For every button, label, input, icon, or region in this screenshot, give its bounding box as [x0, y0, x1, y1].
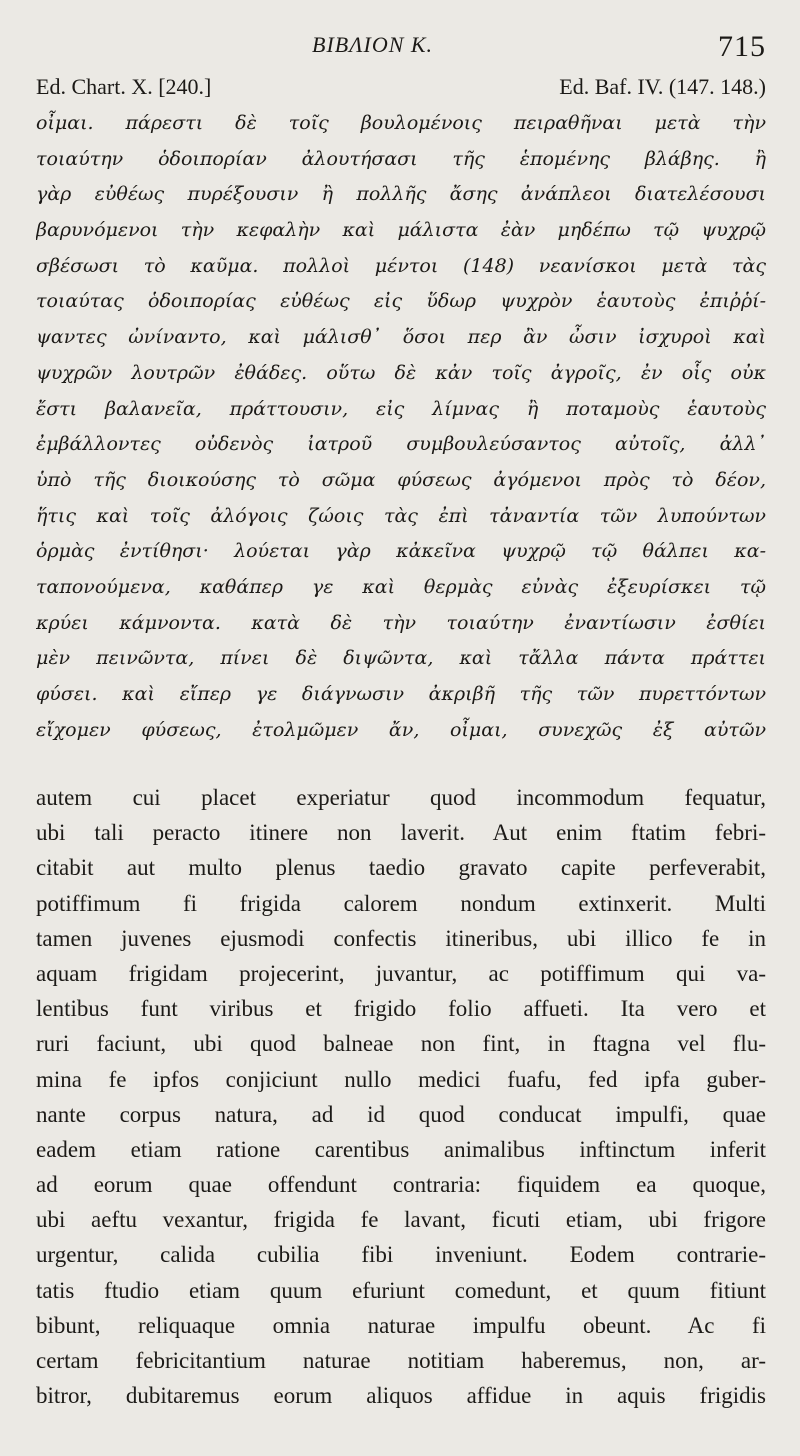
greek-text-line: ψαντες ὠνίναντο, καὶ μάλισθ᾽ ὅσοι περ ἂν ὦσιν ἰσχυροὶ καὶ [36, 326, 766, 349]
greek-text-line: ψυχρῶν λουτρῶν ἐθάδες. οὕτω δὲ κἀν τοῖς ἀγροῖς, ἐν οἷς οὐκ [36, 361, 766, 384]
latin-text-line: bitror, dubitaremus eorum aliquos affidue in aquis frigidis [36, 1383, 766, 1409]
latin-text-line: eadem etiam ratione carentibus animalibus inftinctum inferit [36, 1136, 766, 1162]
edition-basel-reference: Ed. Baf. IV. (147. 148.) [559, 74, 766, 99]
greek-text-line: ὑπὸ τῆς διοικούσης τὸ σῶμα φύσεως ἀγόμενοι πρὸς τὸ δέον, [36, 468, 766, 491]
latin-text-line: aquam frigidam projecerint, juvantur, ac potiffimum qui va- [36, 960, 766, 986]
greek-text-line: ἔστι βαλανεῖα, πράττουσιν, εἰς λίμνας ἢ ποταμοὺς ἑαυτοὺς [36, 397, 766, 420]
latin-text-line: urgentur, calida cubilia fibi inveniunt. Eodem contrarie- [36, 1242, 766, 1268]
latin-text-line: tamen juvenes ejusmodi confectis itineribus, ubi illico fe in [36, 925, 766, 951]
edition-reference-line [36, 74, 766, 104]
greek-text-line: τοιαύτας ὁδοιπορίας εὐθέως εἰς ὕδωρ ψυχρὸν ἑαυτοὺς ἐπιῤῥί- [36, 290, 766, 313]
greek-text-block [36, 106, 766, 748]
latin-text-line: ad eorum quae offendunt contraria: fiquidem ea quoque, [36, 1172, 766, 1198]
running-title: BIBΛION K. [312, 32, 434, 57]
latin-text-line: citabit aut multo plenus taedio gravato capite perfeverabit, [36, 855, 766, 881]
greek-text-line: ἐμβάλλοντες οὐδενὸς ἰατροῦ συμβουλεύσαντος αὐτοῖς, ἀλλ᾽ [36, 433, 766, 456]
latin-text-line: autem cui placet experiatur quod incommodum fequatur, [36, 785, 766, 810]
latin-text-line: bibunt, reliquaque omnia naturae impulfu obeunt. Ac fi [36, 1312, 766, 1338]
latin-text-line: mina fe ipfos conjiciunt nullo medici fuafu, fed ipfa guber- [36, 1066, 766, 1092]
greek-text-line: σβέσωσι τὸ καῦμα. πολλοὶ μέντοι (148) νεανίσκοι μετὰ τὰς [36, 254, 766, 277]
page-number: 715 [718, 30, 766, 63]
running-head [0, 28, 800, 68]
greek-text-line: γὰρ εὐθέως πυρέξουσιν ἢ πολλῆς ἄσης ἀνάπλεοι διατελέσουσι [36, 183, 766, 206]
edition-chartier-reference: Ed. Chart. X. [240.] [36, 74, 212, 99]
greek-text-line: τοιαύτην ὁδοιπορίαν ἀλουτήσασι τῆς ἑπομένης βλάβης. ἢ [36, 147, 766, 170]
latin-text-line: potiffimum fi frigida calorem nondum extinxerit. Multi [36, 890, 766, 916]
greek-text-line: ὁρμὰς ἐντίθησι· λούεται γὰρ κἀκεῖνα ψυχρῷ τῷ θάλπει κα- [36, 540, 766, 563]
greek-text-line: μὲν πεινῶντα, πίνει δὲ διψῶντα, καὶ τἄλλα πάντα πράττει [36, 647, 766, 670]
greek-text-line: βαρυνόμενοι τὴν κεφαλὴν καὶ μάλιστα ἐὰν μηδέπω τῷ ψυχρῷ [36, 219, 766, 242]
greek-text-line: οἶμαι. πάρεστι δὲ τοῖς βουλομένοις πειραθῆναι μετὰ τὴν [36, 112, 766, 134]
latin-text-line: ubi aeftu vexantur, frigida fe lavant, ficuti etiam, ubi frigore [36, 1207, 766, 1233]
greek-text-line: ταπονούμενα, καθάπερ γε καὶ θερμὰς εὐνὰς ἐξευρίσκει τῷ [36, 575, 766, 598]
greek-text-line: φύσει. καὶ εἴπερ γε διάγνωσιν ἀκριβῆ τῆς τῶν πυρεττόντων [36, 683, 766, 705]
latin-text-line: certam febricitantium naturae notitiam haberemus, non, ar- [36, 1348, 766, 1373]
latin-text-line: ruri faciunt, ubi quod balneae non fint, in ftagna vel flu- [36, 1031, 766, 1057]
latin-text-line: lentibus funt viribus et frigido folio affueti. Ita vero et [36, 996, 766, 1022]
latin-text-block [36, 780, 766, 1413]
greek-text-line: ἥτις καὶ τοῖς ἀλόγοις ζώοις τὰς ἐπὶ τἀναντία τῶν λυπούντων [36, 504, 766, 527]
latin-text-line: nante corpus natura, ad id quod conducat impulfi, quae [36, 1101, 766, 1127]
greek-text-line: εἴχομεν φύσεως, ἐτολμῶμεν ἄν, οἶμαι, συνεχῶς ἐξ αὐτῶν [36, 718, 766, 741]
latin-text-line: tatis ftudio etiam quum efuriunt comedunt, et quum fitiunt [36, 1277, 766, 1303]
greek-text-line: κρύει κάμνοντα. κατὰ δὲ τὴν τοιαύτην ἐναντίωσιν ἐσθίει [36, 611, 766, 634]
latin-text-line: ubi tali peracto itinere non laverit. Aut enim ftatim febri- [36, 820, 766, 846]
